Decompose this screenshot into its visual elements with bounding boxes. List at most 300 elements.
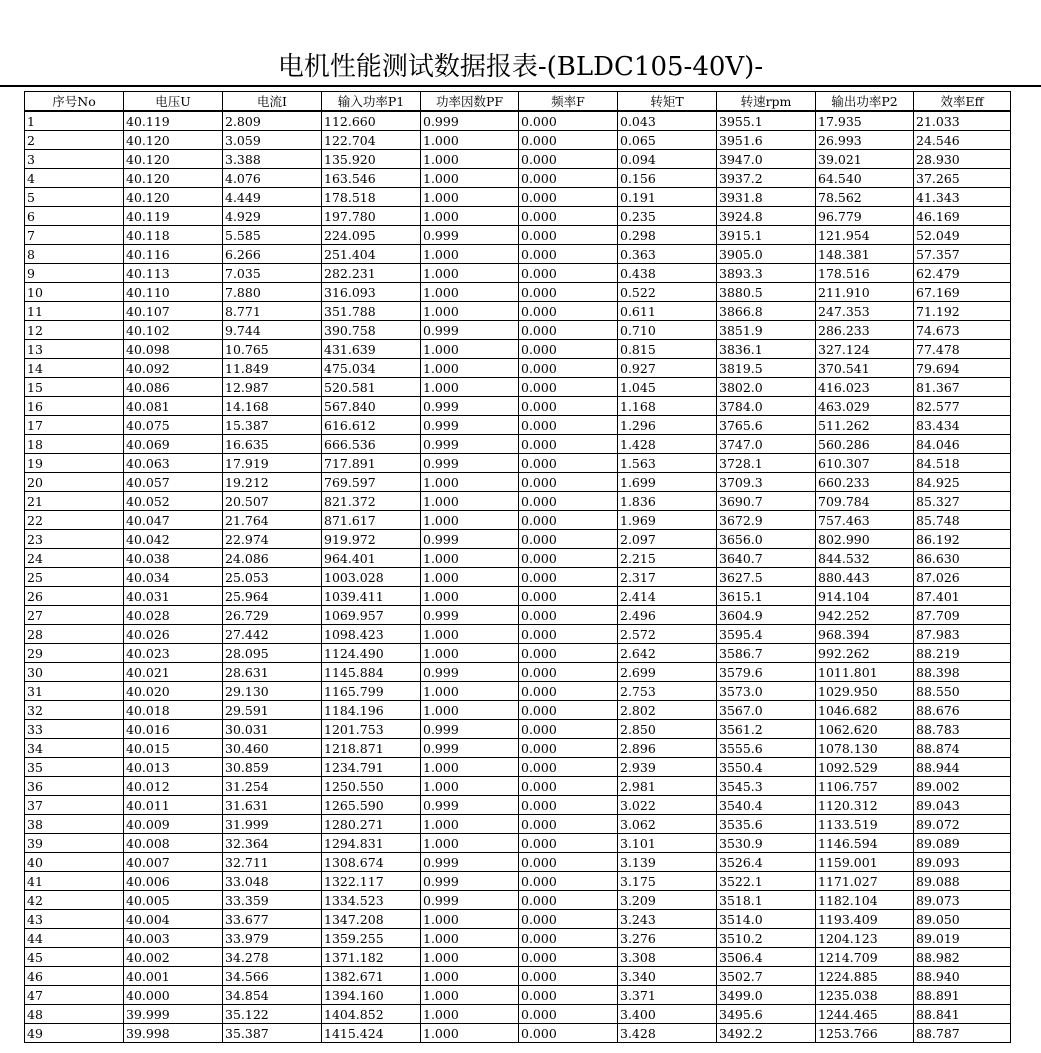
table-cell: 0.000: [519, 701, 618, 720]
table-cell: 0.000: [519, 150, 618, 169]
table-cell: 3947.0: [717, 150, 816, 169]
table-row: [25, 777, 1011, 796]
table-cell: 3747.0: [717, 435, 816, 454]
table-row: [25, 1005, 1011, 1024]
table-row: [25, 587, 1011, 606]
table-cell: 1.045: [618, 378, 717, 397]
table-row: [25, 245, 1011, 264]
table-cell: 3518.1: [717, 891, 816, 910]
table-cell: 22.974: [223, 530, 322, 549]
table-cell: 567.840: [322, 397, 421, 416]
table-cell: 33: [25, 720, 124, 739]
table-cell: 0.927: [618, 359, 717, 378]
table-cell: 0.999: [421, 416, 519, 435]
table-cell: 0.000: [519, 283, 618, 302]
table-cell: 40.116: [124, 245, 223, 264]
table-cell: 3893.3: [717, 264, 816, 283]
table-cell: 3672.9: [717, 511, 816, 530]
table-cell: 40.042: [124, 530, 223, 549]
table-cell: 1359.255: [322, 929, 421, 948]
table-cell: 0.438: [618, 264, 717, 283]
table-cell: 31.254: [223, 777, 322, 796]
table-row: [25, 625, 1011, 644]
table-cell: 0.000: [519, 530, 618, 549]
table-cell: 31.631: [223, 796, 322, 815]
table-cell: 3555.6: [717, 739, 816, 758]
table-cell: 1.000: [421, 948, 519, 967]
table-cell: 28.095: [223, 644, 322, 663]
table-cell: 34.278: [223, 948, 322, 967]
table-cell: 0.000: [519, 549, 618, 568]
table-cell: 3495.6: [717, 1005, 816, 1024]
table-cell: 3510.2: [717, 929, 816, 948]
table-cell: 3615.1: [717, 587, 816, 606]
table-cell: 0.000: [519, 777, 618, 796]
table-cell: 3802.0: [717, 378, 816, 397]
table-cell: 1.000: [421, 834, 519, 853]
table-cell: 89.050: [914, 910, 1011, 929]
table-cell: 32.364: [223, 834, 322, 853]
table-cell: 666.536: [322, 435, 421, 454]
table-cell: 0.191: [618, 188, 717, 207]
table-cell: 135.920: [322, 150, 421, 169]
table-cell: 1218.871: [322, 739, 421, 758]
table-cell: 0.000: [519, 758, 618, 777]
table-cell: 0.000: [519, 663, 618, 682]
table-cell: 0.999: [421, 872, 519, 891]
table-cell: 844.532: [816, 549, 914, 568]
table-cell: 1.000: [421, 492, 519, 511]
table-cell: 49: [25, 1024, 124, 1043]
table-cell: 12: [25, 321, 124, 340]
table-cell: 3784.0: [717, 397, 816, 416]
table-row: [25, 1024, 1011, 1043]
table-cell: 560.286: [816, 435, 914, 454]
table-cell: 40.016: [124, 720, 223, 739]
table-cell: 1.000: [421, 283, 519, 302]
table-cell: 1.000: [421, 587, 519, 606]
table-cell: 21: [25, 492, 124, 511]
table-row: [25, 967, 1011, 986]
table-cell: 1.000: [421, 131, 519, 150]
table-row: [25, 226, 1011, 245]
table-cell: 1.000: [421, 207, 519, 226]
table-cell: 2.097: [618, 530, 717, 549]
table-cell: 316.093: [322, 283, 421, 302]
table-cell: 1.836: [618, 492, 717, 511]
table-cell: 39: [25, 834, 124, 853]
table-cell: 1415.424: [322, 1024, 421, 1043]
table-cell: 1145.884: [322, 663, 421, 682]
table-cell: 0.000: [519, 739, 618, 758]
table-cell: 1: [25, 111, 124, 131]
table-cell: 511.262: [816, 416, 914, 435]
table-cell: 1.000: [421, 473, 519, 492]
table-cell: 46.169: [914, 207, 1011, 226]
table-cell: 57.357: [914, 245, 1011, 264]
table-cell: 46: [25, 967, 124, 986]
table-cell: 89.088: [914, 872, 1011, 891]
table-cell: 40: [25, 853, 124, 872]
table-cell: 0.000: [519, 169, 618, 188]
table-cell: 29.591: [223, 701, 322, 720]
table-cell: 28.631: [223, 663, 322, 682]
table-row: [25, 169, 1011, 188]
table-row: [25, 948, 1011, 967]
table-cell: 0.000: [519, 302, 618, 321]
table-cell: 1.000: [421, 150, 519, 169]
table-cell: 36: [25, 777, 124, 796]
table-cell: 197.780: [322, 207, 421, 226]
table-cell: 33.677: [223, 910, 322, 929]
table-row: [25, 207, 1011, 226]
table-cell: 4: [25, 169, 124, 188]
table-cell: 34.566: [223, 967, 322, 986]
table-cell: 1214.709: [816, 948, 914, 967]
table-cell: 1224.885: [816, 967, 914, 986]
table-cell: 0.000: [519, 796, 618, 815]
table-row: [25, 283, 1011, 302]
table-cell: 40.038: [124, 549, 223, 568]
column-header: 输入功率P1: [322, 92, 421, 112]
table-row: [25, 340, 1011, 359]
table-cell: 2.317: [618, 568, 717, 587]
table-cell: 1133.519: [816, 815, 914, 834]
table-cell: 3640.7: [717, 549, 816, 568]
header-row: [25, 92, 1011, 112]
table-cell: 40.004: [124, 910, 223, 929]
table-cell: 3728.1: [717, 454, 816, 473]
table-row: [25, 796, 1011, 815]
table-row: [25, 416, 1011, 435]
table-cell: 1308.674: [322, 853, 421, 872]
table-row: [25, 473, 1011, 492]
table-cell: 84.518: [914, 454, 1011, 473]
table-cell: 1.000: [421, 359, 519, 378]
table-cell: 1046.682: [816, 701, 914, 720]
table-cell: 24: [25, 549, 124, 568]
table-cell: 79.694: [914, 359, 1011, 378]
table-cell: 19.212: [223, 473, 322, 492]
table-cell: 0.999: [421, 397, 519, 416]
column-header: 电流I: [223, 92, 322, 112]
table-cell: 27.442: [223, 625, 322, 644]
table-cell: 282.231: [322, 264, 421, 283]
table-cell: 37.265: [914, 169, 1011, 188]
table-row: [25, 435, 1011, 454]
table-row: [25, 511, 1011, 530]
table-cell: 82.577: [914, 397, 1011, 416]
table-cell: 1.000: [421, 378, 519, 397]
table-cell: 0.710: [618, 321, 717, 340]
table-cell: 29: [25, 644, 124, 663]
table-cell: 1235.038: [816, 986, 914, 1005]
table-cell: 3.428: [618, 1024, 717, 1043]
table-cell: 4.076: [223, 169, 322, 188]
table-cell: 1124.490: [322, 644, 421, 663]
table-cell: 1244.465: [816, 1005, 914, 1024]
table-cell: 3905.0: [717, 245, 816, 264]
table-cell: 0.999: [421, 435, 519, 454]
table-cell: 9.744: [223, 321, 322, 340]
table-cell: 919.972: [322, 530, 421, 549]
table-cell: 0.999: [421, 321, 519, 340]
table-cell: 327.124: [816, 340, 914, 359]
table-cell: 35: [25, 758, 124, 777]
table-cell: 0.999: [421, 226, 519, 245]
table-cell: 3.340: [618, 967, 717, 986]
table-cell: 6.266: [223, 245, 322, 264]
table-cell: 178.518: [322, 188, 421, 207]
table-cell: 1.000: [421, 1005, 519, 1024]
table-cell: 821.372: [322, 492, 421, 511]
table-cell: 28: [25, 625, 124, 644]
table-cell: 88.874: [914, 739, 1011, 758]
table-cell: 40.020: [124, 682, 223, 701]
table-cell: 89.043: [914, 796, 1011, 815]
table-cell: 757.463: [816, 511, 914, 530]
table-cell: 3.209: [618, 891, 717, 910]
table-cell: 112.660: [322, 111, 421, 131]
table-cell: 1.000: [421, 568, 519, 587]
table-row: [25, 454, 1011, 473]
table-cell: 40.120: [124, 150, 223, 169]
table-cell: 247.353: [816, 302, 914, 321]
table-cell: 0.000: [519, 264, 618, 283]
table-cell: 0.522: [618, 283, 717, 302]
table-cell: 2.496: [618, 606, 717, 625]
table-cell: 0.000: [519, 245, 618, 264]
table-cell: 3595.4: [717, 625, 816, 644]
table-row: [25, 758, 1011, 777]
table-cell: 0.000: [519, 834, 618, 853]
table-cell: 19: [25, 454, 124, 473]
table-cell: 96.779: [816, 207, 914, 226]
table-row: [25, 910, 1011, 929]
column-header: 效率Eff: [914, 92, 1011, 112]
table-cell: 10.765: [223, 340, 322, 359]
table-cell: 1.000: [421, 511, 519, 530]
table-cell: 1120.312: [816, 796, 914, 815]
table-cell: 40.063: [124, 454, 223, 473]
column-header: 电压U: [124, 92, 223, 112]
table-cell: 89.073: [914, 891, 1011, 910]
table-cell: 416.023: [816, 378, 914, 397]
table-cell: 40.081: [124, 397, 223, 416]
table-cell: 3656.0: [717, 530, 816, 549]
table-cell: 1201.753: [322, 720, 421, 739]
table-cell: 13: [25, 340, 124, 359]
table-cell: 86.630: [914, 549, 1011, 568]
table-cell: 1039.411: [322, 587, 421, 606]
table-cell: 21.764: [223, 511, 322, 530]
table-cell: 3535.6: [717, 815, 816, 834]
table-cell: 0.999: [421, 606, 519, 625]
table-cell: 32.711: [223, 853, 322, 872]
table-cell: 4.449: [223, 188, 322, 207]
table-cell: 40.119: [124, 207, 223, 226]
table-cell: 40.021: [124, 663, 223, 682]
table-cell: 968.394: [816, 625, 914, 644]
table-cell: 1294.831: [322, 834, 421, 853]
table-cell: 40.086: [124, 378, 223, 397]
table-cell: 0.065: [618, 131, 717, 150]
table-row: [25, 929, 1011, 948]
table-cell: 0.000: [519, 1005, 618, 1024]
table-cell: 87.709: [914, 606, 1011, 625]
table-cell: 3880.5: [717, 283, 816, 302]
table-cell: 8: [25, 245, 124, 264]
table-cell: 3.400: [618, 1005, 717, 1024]
table-cell: 14: [25, 359, 124, 378]
table-cell: 1322.117: [322, 872, 421, 891]
table-cell: 7.035: [223, 264, 322, 283]
table-cell: 717.891: [322, 454, 421, 473]
table-cell: 48: [25, 1005, 124, 1024]
table-cell: 40.098: [124, 340, 223, 359]
table-cell: 1.000: [421, 967, 519, 986]
table-cell: 1069.957: [322, 606, 421, 625]
table-cell: 370.541: [816, 359, 914, 378]
table-cell: 0.000: [519, 473, 618, 492]
table-row: [25, 530, 1011, 549]
table-cell: 2.850: [618, 720, 717, 739]
table-cell: 39.998: [124, 1024, 223, 1043]
table-row: [25, 986, 1011, 1005]
title-underline: [0, 85, 1041, 87]
table-cell: 0.000: [519, 131, 618, 150]
table-cell: 40.102: [124, 321, 223, 340]
table-cell: 3690.7: [717, 492, 816, 511]
table-cell: 0.000: [519, 986, 618, 1005]
table-cell: 40.013: [124, 758, 223, 777]
table-cell: 0.000: [519, 910, 618, 929]
table-cell: 40.005: [124, 891, 223, 910]
table-cell: 0.000: [519, 397, 618, 416]
table-row: [25, 606, 1011, 625]
table-cell: 1.168: [618, 397, 717, 416]
table-cell: 3.371: [618, 986, 717, 1005]
table-cell: 964.401: [322, 549, 421, 568]
table-cell: 35.122: [223, 1005, 322, 1024]
table-cell: 3.022: [618, 796, 717, 815]
table-cell: 30.859: [223, 758, 322, 777]
table-cell: 0.000: [519, 378, 618, 397]
table-cell: 0.000: [519, 872, 618, 891]
table-cell: 40.069: [124, 435, 223, 454]
table-cell: 1.428: [618, 435, 717, 454]
table-cell: 40.118: [124, 226, 223, 245]
table-cell: 1.969: [618, 511, 717, 530]
table-cell: 47: [25, 986, 124, 1005]
table-cell: 88.944: [914, 758, 1011, 777]
table-cell: 0.999: [421, 720, 519, 739]
report-title: 电机性能测试数据报表-(BLDC105-40V)-: [277, 52, 764, 82]
table-cell: 0.999: [421, 454, 519, 473]
table-cell: 8.771: [223, 302, 322, 321]
table-cell: 88.550: [914, 682, 1011, 701]
table-cell: 1159.001: [816, 853, 914, 872]
table-cell: 15.387: [223, 416, 322, 435]
table-cell: 40.052: [124, 492, 223, 511]
table-cell: 24.086: [223, 549, 322, 568]
table-cell: 1078.130: [816, 739, 914, 758]
table-cell: 34.854: [223, 986, 322, 1005]
table-cell: 1092.529: [816, 758, 914, 777]
table-cell: 88.982: [914, 948, 1011, 967]
table-cell: 40.120: [124, 169, 223, 188]
table-row: [25, 720, 1011, 739]
table-cell: 40.001: [124, 967, 223, 986]
table-cell: 17.919: [223, 454, 322, 473]
table-cell: 1.000: [421, 169, 519, 188]
table-cell: 16.635: [223, 435, 322, 454]
table-cell: 2.414: [618, 587, 717, 606]
table-cell: 2.939: [618, 758, 717, 777]
table-cell: 40.006: [124, 872, 223, 891]
table-cell: 62.479: [914, 264, 1011, 283]
table-cell: 178.516: [816, 264, 914, 283]
table-cell: 25: [25, 568, 124, 587]
table-cell: 475.034: [322, 359, 421, 378]
table-cell: 0.363: [618, 245, 717, 264]
table-cell: 40.003: [124, 929, 223, 948]
table-cell: 38: [25, 815, 124, 834]
table-cell: 40.075: [124, 416, 223, 435]
table-cell: 0.000: [519, 929, 618, 948]
table-cell: 40.007: [124, 853, 223, 872]
table-row: [25, 853, 1011, 872]
table-cell: 121.954: [816, 226, 914, 245]
table-cell: 0.000: [519, 416, 618, 435]
column-header: 功率因数PF: [421, 92, 519, 112]
table-cell: 88.676: [914, 701, 1011, 720]
table-cell: 351.788: [322, 302, 421, 321]
table-cell: 20.507: [223, 492, 322, 511]
table-cell: 40.018: [124, 701, 223, 720]
table-cell: 7: [25, 226, 124, 245]
table-cell: 40.002: [124, 948, 223, 967]
table-cell: 1184.196: [322, 701, 421, 720]
table-cell: 0.999: [421, 663, 519, 682]
table-cell: 660.233: [816, 473, 914, 492]
table-cell: 1029.950: [816, 682, 914, 701]
column-header: 输出功率P2: [816, 92, 914, 112]
table-cell: 39.021: [816, 150, 914, 169]
table-cell: 3545.3: [717, 777, 816, 796]
table-cell: 3.101: [618, 834, 717, 853]
table-cell: 1280.271: [322, 815, 421, 834]
table-cell: 12.987: [223, 378, 322, 397]
table-cell: 0.000: [519, 853, 618, 872]
table-cell: 390.758: [322, 321, 421, 340]
table-cell: 0.000: [519, 967, 618, 986]
table-row: [25, 682, 1011, 701]
table-cell: 3866.8: [717, 302, 816, 321]
table-cell: 1.000: [421, 701, 519, 720]
column-header: 频率F: [519, 92, 618, 112]
table-row: [25, 359, 1011, 378]
table-row: [25, 492, 1011, 511]
table-cell: 163.546: [322, 169, 421, 188]
table-cell: 2.896: [618, 739, 717, 758]
table-cell: 88.219: [914, 644, 1011, 663]
table-cell: 3.308: [618, 948, 717, 967]
table-cell: 52.049: [914, 226, 1011, 245]
table-cell: 3502.7: [717, 967, 816, 986]
table-cell: 1011.801: [816, 663, 914, 682]
table-cell: 1334.523: [322, 891, 421, 910]
